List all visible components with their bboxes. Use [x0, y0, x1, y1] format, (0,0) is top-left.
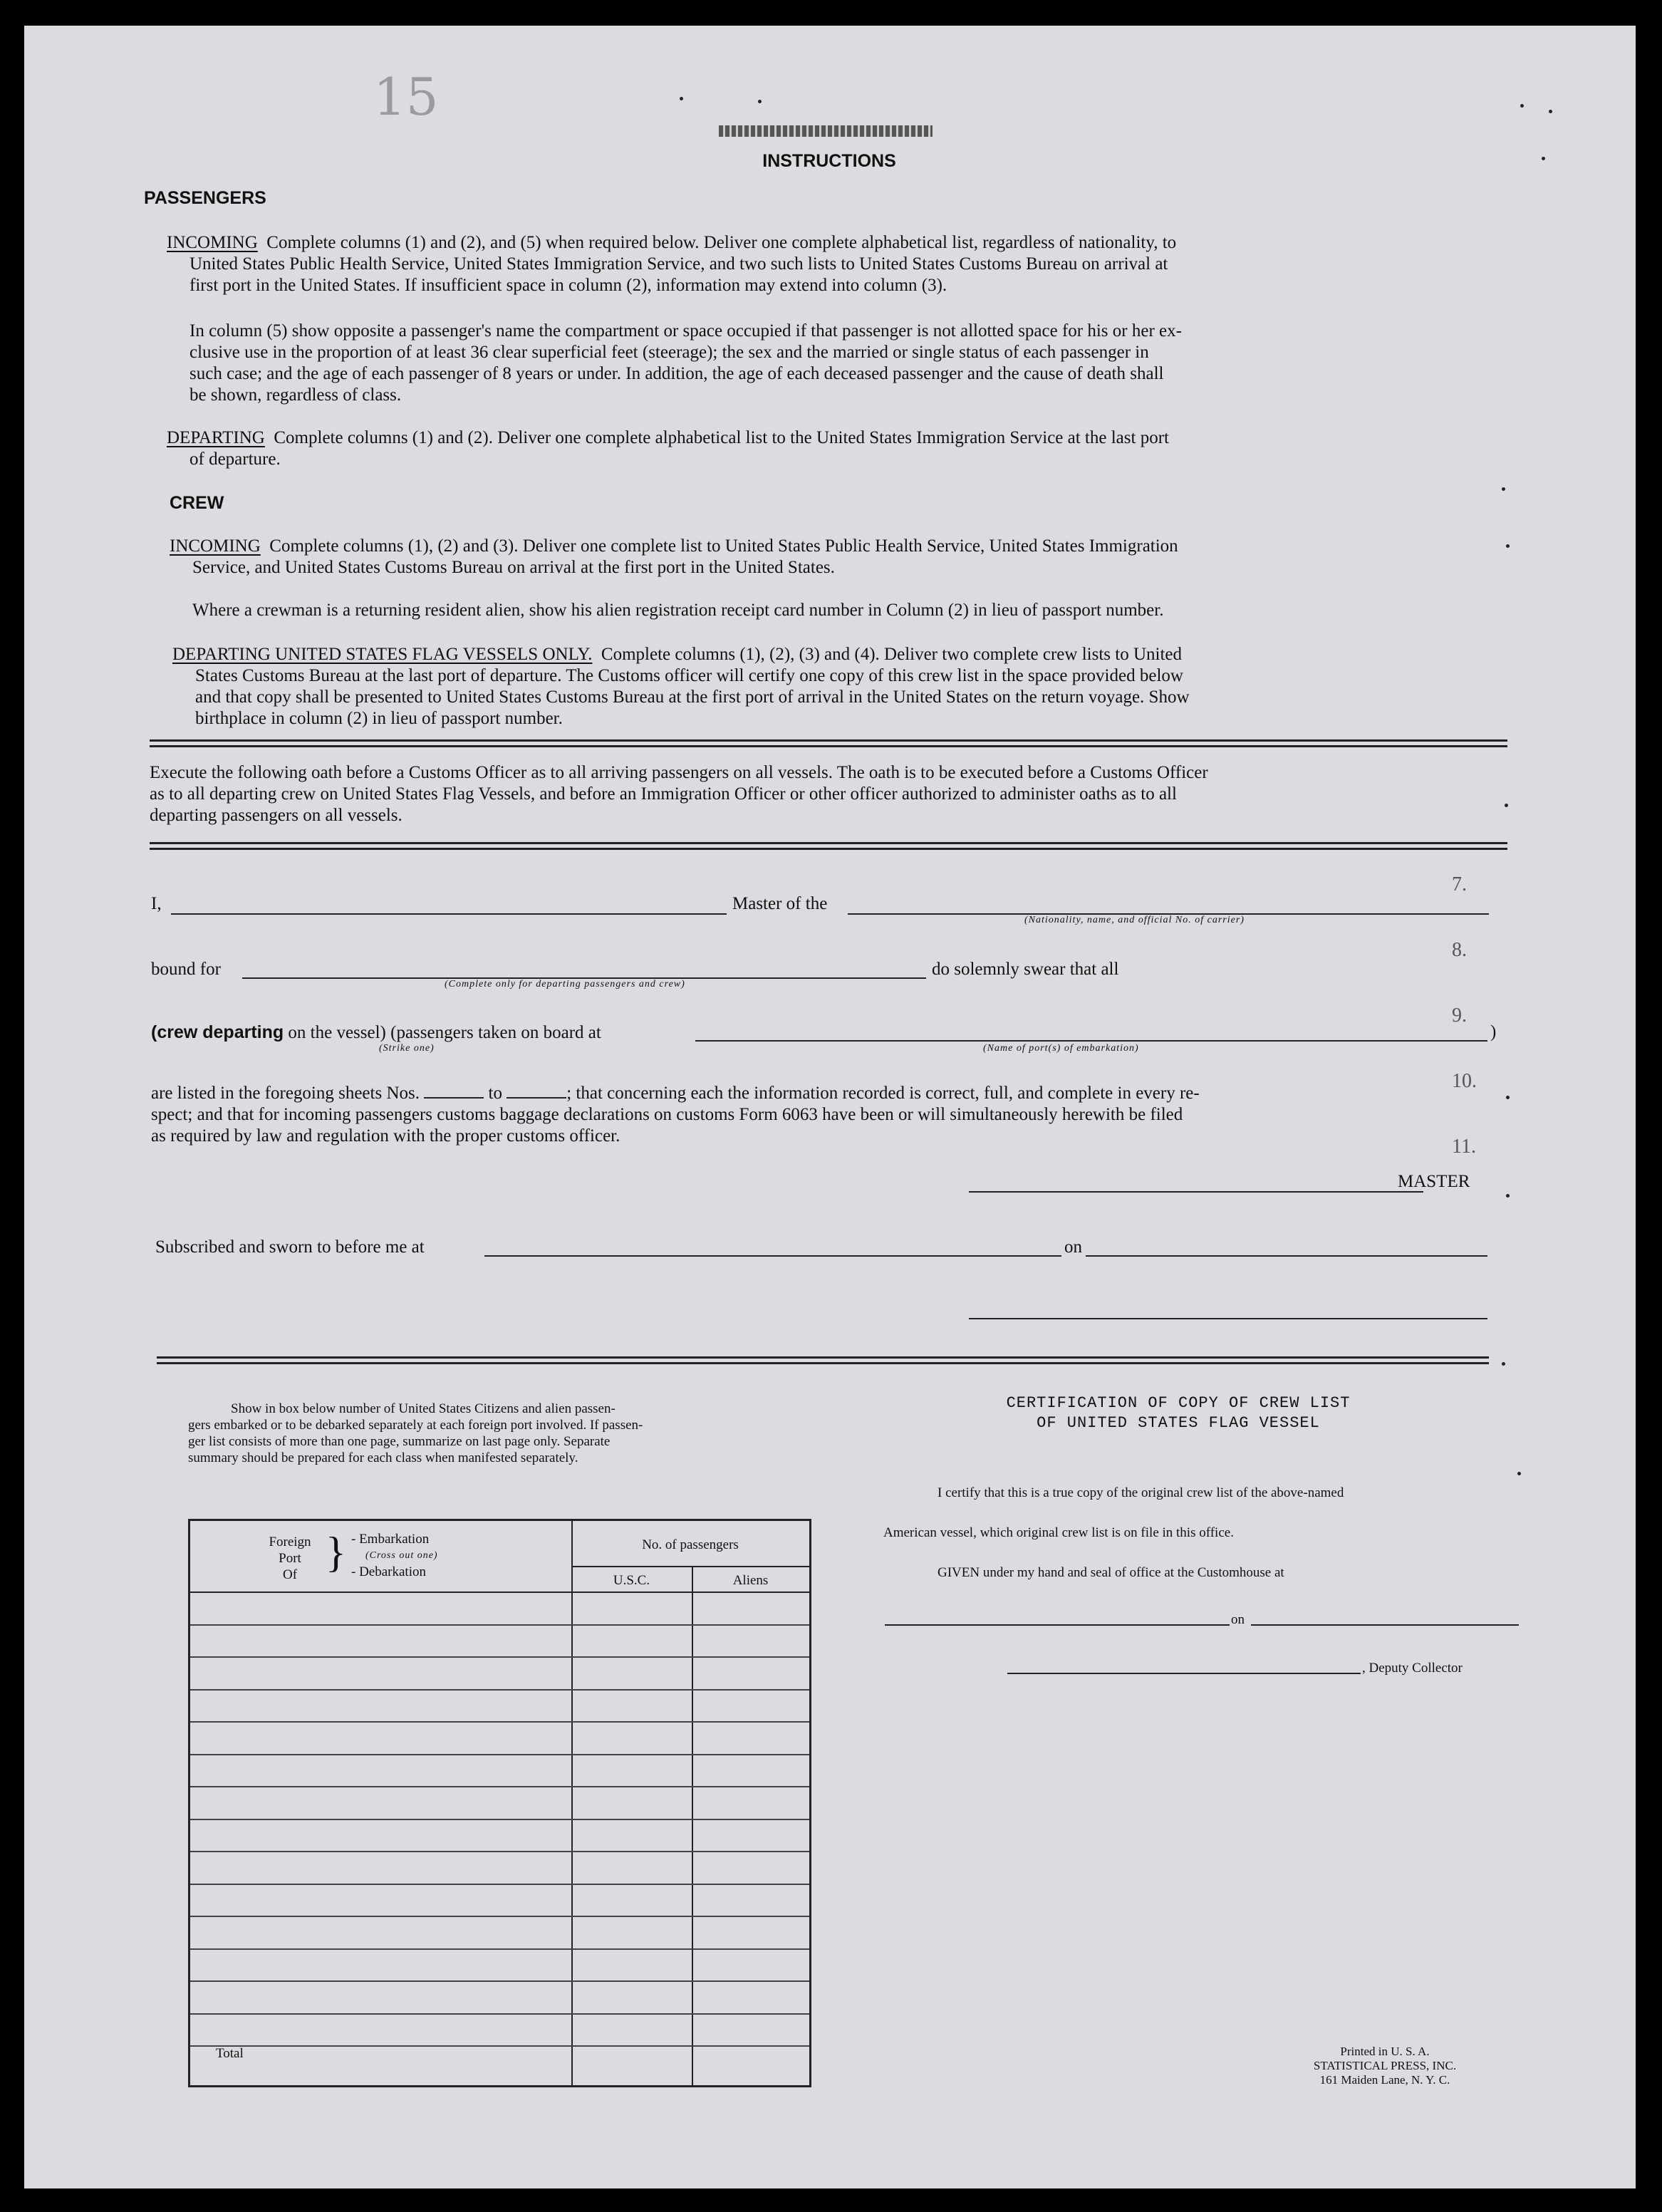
- page-number-mark: 15: [373, 67, 439, 127]
- embarkation-option[interactable]: - Embarkation: [351, 1532, 430, 1547]
- section-rule: [150, 848, 1507, 850]
- table-divider: [571, 1521, 573, 2085]
- section-rule: [150, 739, 1507, 742]
- margin-numbers: 7. 8. 9. 10. 11.: [1452, 873, 1477, 1158]
- instructions-title: INSTRUCTIONS: [762, 151, 896, 171]
- listed-line2: spect; and that for incoming passengers customs baggage declarations on customs Form 6063 have been or will simultaneously herewith be filed: [151, 1105, 1183, 1124]
- embarkation-port-field[interactable]: [695, 1040, 1487, 1042]
- section-rule: [157, 1356, 1489, 1359]
- scan-speck: [758, 100, 762, 103]
- master-of-the-label: Master of the: [732, 894, 828, 913]
- summary-instructions: Show in box below number of United States Citizens and alien passen- gers embarked or to be debarked separately at each foreign port involved. If passen- ger list consists of more than one page, summarize on last page only. Separate summary should be prepared for each class when manifested separately.: [188, 1401, 643, 1465]
- section-rule: [150, 842, 1507, 844]
- scan-speck: [680, 97, 683, 100]
- carrier-caption: (Nationality, name, and official No. of carrier): [1024, 915, 1245, 925]
- officer-signature-field[interactable]: [969, 1318, 1487, 1319]
- master-name-field[interactable]: [171, 913, 727, 915]
- table-row-rule: [190, 2045, 809, 2047]
- listed-line1: are listed in the foregoing sheets Nos. to ; that concerning each the information recorded is correct, full, and complete in every re-: [151, 1084, 1200, 1103]
- crew-departing-option[interactable]: (crew departing: [151, 1022, 284, 1042]
- oath-intro: Execute the following oath before a Customs Officer as to all arriving passengers on all vessels. The oath is to be executed before a Customs Officer as to all departing crew on United States Flag Vessels, and before an Immigration Officer or other officer authorized to administer oaths as to all departing passengers on all vessels.: [150, 763, 1208, 825]
- crew-departing: DEPARTING UNITED STATES FLAG VESSELS ONLY. Complete columns (1), (2), (3) and (4). Deliver two complete crew lists to United States Customs Bureau at the last port of departure. The Customs officer will certify one copy of this crew list in the space provided below and that copy shall be presented to United States Customs Bureau at the first port of arrival in the United States on the return voyage. Show birthplace in column (2) in lieu of passport number.: [172, 645, 1190, 728]
- printer-imprint: Printed in U. S. A. STATISTICAL PRESS, INC. 161 Maiden Lane, N. Y. C.: [1313, 2045, 1457, 2087]
- certify-line2: American vessel, which original crew list is on file in this office.: [883, 1525, 1234, 1540]
- deputy-collector-label: , Deputy Collector: [1362, 1661, 1463, 1676]
- certify-line1: I certify that this is a true copy of the original crew list of the above-named: [938, 1485, 1344, 1500]
- vessel-line: [151, 1022, 601, 1044]
- customhouse-field[interactable]: [885, 1624, 1230, 1626]
- column5-instructions: In column (5) show opposite a passenger's name the compartment or space occupied if that passenger is not allotted space for his or her ex- clusive use in the proportion of at least 36 clear superficial feet (steerage); the sex and the married or single status of each passenger in such case; and the age of each passenger of 8 years or under. In addition, the age of each deceased passenger and the cause of death shall be shown, regardless of class.: [189, 321, 1182, 405]
- aliens-header: Aliens: [732, 1573, 769, 1588]
- crew-resident-alien: Where a crewman is a returning resident alien, show his alien registration receipt card number in Column (2) in lieu of passport number.: [192, 601, 1164, 620]
- no-passengers-header: No. of passengers: [642, 1537, 739, 1552]
- table-row-rule: [190, 1721, 809, 1723]
- given-line: GIVEN under my hand and seal of office at the Customhouse at: [938, 1565, 1284, 1580]
- foreign-port-label: Foreign Port Of: [269, 1535, 311, 1582]
- table-header-rule: [190, 1592, 809, 1593]
- sheet-from-field[interactable]: [424, 1083, 484, 1099]
- scan-speck: [1506, 544, 1510, 548]
- table-row-rule: [190, 1948, 809, 1950]
- debarkation-option[interactable]: - Debarkation: [351, 1564, 426, 1579]
- crew-departing-label: DEPARTING UNITED STATES FLAG VESSELS ONLY.: [172, 645, 593, 664]
- crew-heading: CREW: [170, 493, 224, 513]
- form-sheet: [24, 26, 1636, 2188]
- table-divider: [571, 1566, 809, 1567]
- table-row-rule: [190, 1689, 809, 1691]
- scan-speck: [1517, 1472, 1521, 1475]
- scan-speck: [1542, 157, 1545, 160]
- table-divider: [692, 1566, 693, 2085]
- crew-incoming-label: INCOMING: [170, 536, 261, 556]
- scan-speck: [1520, 104, 1524, 108]
- table-row-rule: [190, 2013, 809, 2015]
- table-row-rule: [190, 1980, 809, 1982]
- bound-for-label: bound for: [151, 960, 221, 979]
- brace-icon: }: [326, 1529, 346, 1576]
- section-rule: [150, 745, 1507, 747]
- passengers-option: on the vessel) (passengers taken on board at: [288, 1023, 601, 1042]
- scan-speck: [1549, 110, 1552, 113]
- scan-speck: [1505, 804, 1508, 807]
- passenger-summary-table: [188, 1519, 811, 2087]
- usc-header: U.S.C.: [613, 1573, 650, 1588]
- passengers-incoming: INCOMING Complete columns (1) and (2), and (5) when required below. Deliver one complete alphabetical list, regardless of nationality, to United States Public Health Service, United States Immigration Service, and two such lists to United States Customs Bureau on arrival at first port in the United States. If insufficient space in column (2), information may extend into column (3).: [167, 233, 1177, 295]
- table-row-rule: [190, 1819, 809, 1820]
- port-caption: (Name of port(s) of embarkation): [983, 1043, 1139, 1054]
- incoming-label: INCOMING: [167, 233, 258, 252]
- table-row-rule: [190, 1916, 809, 1917]
- subscribed-label: Subscribed and sworn to before me at: [155, 1237, 425, 1257]
- passengers-heading: PASSENGERS: [144, 188, 266, 208]
- scan-speck: [1502, 487, 1505, 491]
- total-label: Total: [216, 2046, 244, 2061]
- cert-date-field[interactable]: [1251, 1624, 1519, 1626]
- departing-label: DEPARTING: [167, 428, 265, 447]
- strike-one-caption: (Strike one): [379, 1043, 435, 1054]
- sheet-to-field[interactable]: [507, 1083, 566, 1099]
- cert-on-label: on: [1231, 1612, 1245, 1627]
- certification-title: CERTIFICATION OF COPY OF CREW LIST OF UNITED STATES FLAG VESSEL: [1006, 1394, 1351, 1432]
- table-row-rule: [190, 1786, 809, 1787]
- sworn-place-field[interactable]: [484, 1255, 1061, 1257]
- sworn-date-field[interactable]: [1086, 1255, 1487, 1257]
- struck-header: [719, 125, 933, 137]
- table-row-rule: [190, 1624, 809, 1626]
- embark-debark-labels: - Embarkation (Cross out one) - Debarkation: [351, 1531, 494, 1580]
- scan-speck: [1506, 1096, 1510, 1099]
- scan-speck: [1502, 1362, 1505, 1366]
- section-rule: [157, 1362, 1489, 1364]
- table-row-rule: [190, 1884, 809, 1885]
- listed-line3: as required by law and regulation with the proper customs officer.: [151, 1126, 620, 1146]
- scan-speck: [1506, 1194, 1510, 1198]
- swear-text: do solemnly swear that all: [932, 960, 1119, 979]
- master-label: MASTER: [1398, 1172, 1470, 1191]
- crew-incoming: INCOMING Complete columns (1), (2) and (3). Deliver one complete list to United States Public Health Service, United States Immigration Service, and United States Customs Bureau on arrival at the first port in the United States.: [170, 536, 1178, 577]
- passengers-departing: DEPARTING Complete columns (1) and (2). Deliver one complete alphabetical list to the United States Immigration Service at the last port of departure.: [167, 428, 1169, 469]
- sworn-on-label: on: [1064, 1237, 1082, 1257]
- bound-caption: (Complete only for departing passengers and crew): [445, 979, 685, 990]
- deputy-signature-field[interactable]: [1007, 1673, 1361, 1674]
- table-row-rule: [190, 1851, 809, 1852]
- oath-i-label: I,: [151, 894, 162, 913]
- table-row-rule: [190, 1754, 809, 1755]
- master-signature-field[interactable]: [969, 1191, 1423, 1193]
- table-row-rule: [190, 1656, 809, 1658]
- close-paren: ): [1490, 1022, 1497, 1042]
